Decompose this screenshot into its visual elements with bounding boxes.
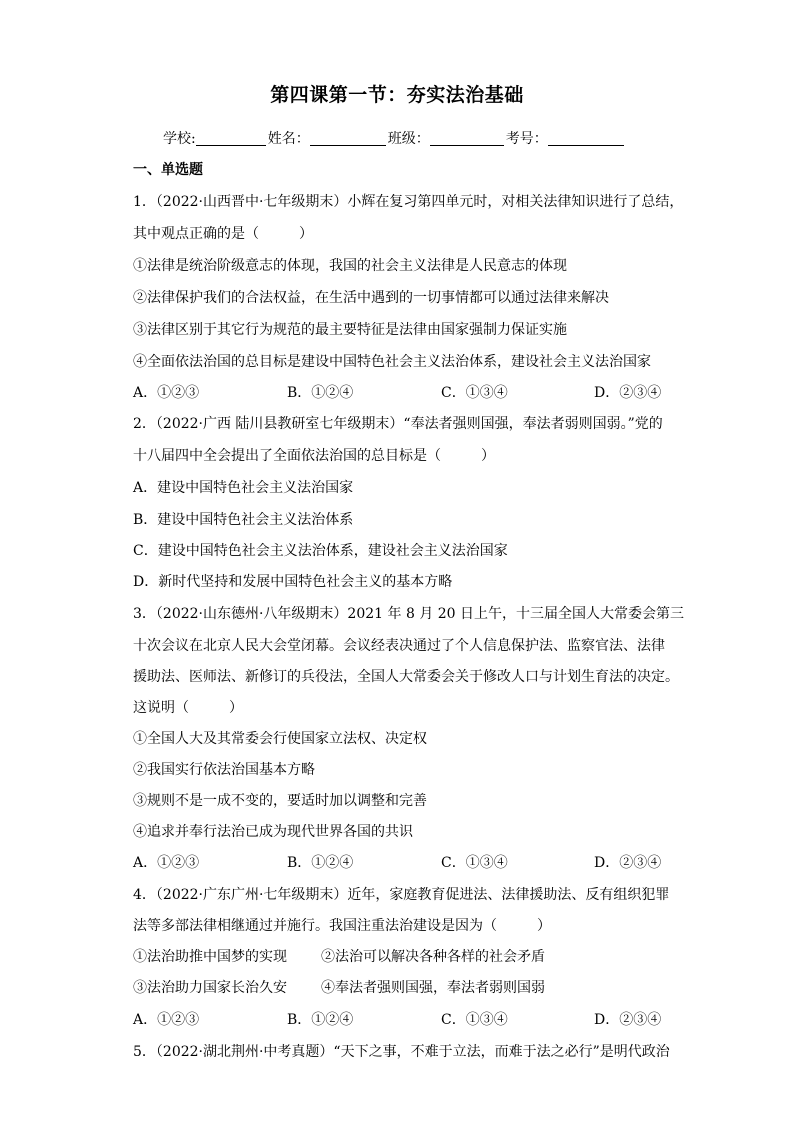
q3-option-a[interactable]: A．①②③ <box>133 855 200 871</box>
q4-statement-2: ②法治可以解决各种各样的社会矛盾 <box>321 949 545 965</box>
q3-stem-line1: 3．（2022·山东德州·八年级期末）2021 年 8 月 20 日上午，十三届全国人大常委会第三 <box>133 606 685 622</box>
q3-statement-4: ④追求并奉行法治已成为现代世界各国的共识 <box>133 824 413 840</box>
q1-stem-line1: 1．（2022·山西晋中·七年级期末）小辉在复习第四单元时，对相关法律知识进行了总结， <box>133 194 684 210</box>
q3-stem-line2: 十次会议在北京人民大会堂闭幕。会议经表决通过了个人信息保护法、监察官法、法律 <box>133 638 665 654</box>
q2-option-b[interactable]: B．建设中国特色社会主义法治体系 <box>133 512 354 528</box>
q5-stem-line1: 5．（2022·湖北荆州·中考真题）“天下之事，不难于立法，而难于法之必行”是明代政治 <box>133 1044 670 1060</box>
student-info-line <box>163 128 626 148</box>
exam-number-label: 考号： <box>505 131 548 147</box>
name-label: 姓名： <box>267 131 310 147</box>
page-title: 第四课第一节：夯实法治基础 <box>270 84 524 106</box>
q1-option-c[interactable]: C．①③④ <box>441 385 508 401</box>
q2-option-a[interactable]: A．建设中国特色社会主义法治国家 <box>133 480 354 496</box>
q4-option-b[interactable]: B．①②④ <box>287 1012 354 1028</box>
q3-option-c[interactable]: C．①③④ <box>441 855 508 871</box>
school-label: 学校: <box>163 131 196 147</box>
q4-stem-line1: 4．（2022·广东广州·七年级期末）近年，家庭教育促进法、法律援助法、反有组织犯罪 <box>133 887 670 903</box>
class-blank <box>430 131 504 146</box>
q3-statement-1: ①全国人大及其常委会行使国家立法权、决定权 <box>133 731 427 747</box>
q3-stem-line3: 援助法、医师法、新修订的兵役法，全国人大常委会关于修改人口与计划生育法的决定。 <box>133 669 679 685</box>
q3-option-d[interactable]: D．②③④ <box>594 855 662 871</box>
q1-statement-2: ②法律保护我们的合法权益，在生活中遇到的一切事情都可以通过法律来解决 <box>133 290 609 306</box>
q4-stem-line2: 法等多部法律相继通过并施行。我国注重法治建设是因为（ ） <box>133 918 551 934</box>
q1-option-b[interactable]: B．①②④ <box>287 385 354 401</box>
q1-stem-line2: 其中观点正确的是（ ） <box>133 226 313 242</box>
q2-option-c[interactable]: C．建设中国特色社会主义法治体系，建设社会主义法治国家 <box>133 543 508 559</box>
q1-statement-4: ④全面依法治国的总目标是建设中国特色社会主义法治体系，建设社会主义法治国家 <box>133 354 651 370</box>
section-heading: 一、单选题 <box>133 162 203 178</box>
q3-statement-2: ②我国实行依法治国基本方略 <box>133 762 315 778</box>
q1-option-d[interactable]: D．②③④ <box>594 385 662 401</box>
q4-statement-1: ①法治助推中国梦的实现 <box>133 949 287 965</box>
q4-option-d[interactable]: D．②③④ <box>594 1012 662 1028</box>
q2-stem-line2: 十八届四中全会提出了全面依法治国的总目标是（ ） <box>133 448 495 464</box>
q1-statement-1: ①法律是统治阶级意志的体现，我国的社会主义法律是人民意志的体现 <box>133 258 567 274</box>
exam-number-blank <box>548 131 624 146</box>
q3-option-b[interactable]: B．①②④ <box>287 855 354 871</box>
q4-statement-3: ③法治助力国家长治久安 <box>133 980 287 996</box>
q4-option-a[interactable]: A．①②③ <box>133 1012 200 1028</box>
q2-stem-line1: 2．（2022·广西 陆川县教研室七年级期末）“奉法者强则国强，奉法者弱则国弱。”党的 <box>133 416 663 432</box>
class-label: 班级： <box>387 131 430 147</box>
q2-option-d[interactable]: D．新时代坚持和发展中国特色社会主义的基本方略 <box>133 574 453 590</box>
q3-stem-line4: 这说明（ ） <box>133 700 243 716</box>
q4-option-c[interactable]: C．①③④ <box>441 1012 508 1028</box>
school-blank <box>196 131 266 146</box>
q4-statement-4: ④奉法者强则国强，奉法者弱则国弱 <box>321 980 545 996</box>
q3-statement-3: ③规则不是一成不变的，要适时加以调整和完善 <box>133 793 427 809</box>
q1-option-a[interactable]: A．①②③ <box>133 385 200 401</box>
q1-statement-3: ③法律区别于其它行为规范的最主要特征是法律由国家强制力保证实施 <box>133 322 567 338</box>
name-blank <box>310 131 386 146</box>
